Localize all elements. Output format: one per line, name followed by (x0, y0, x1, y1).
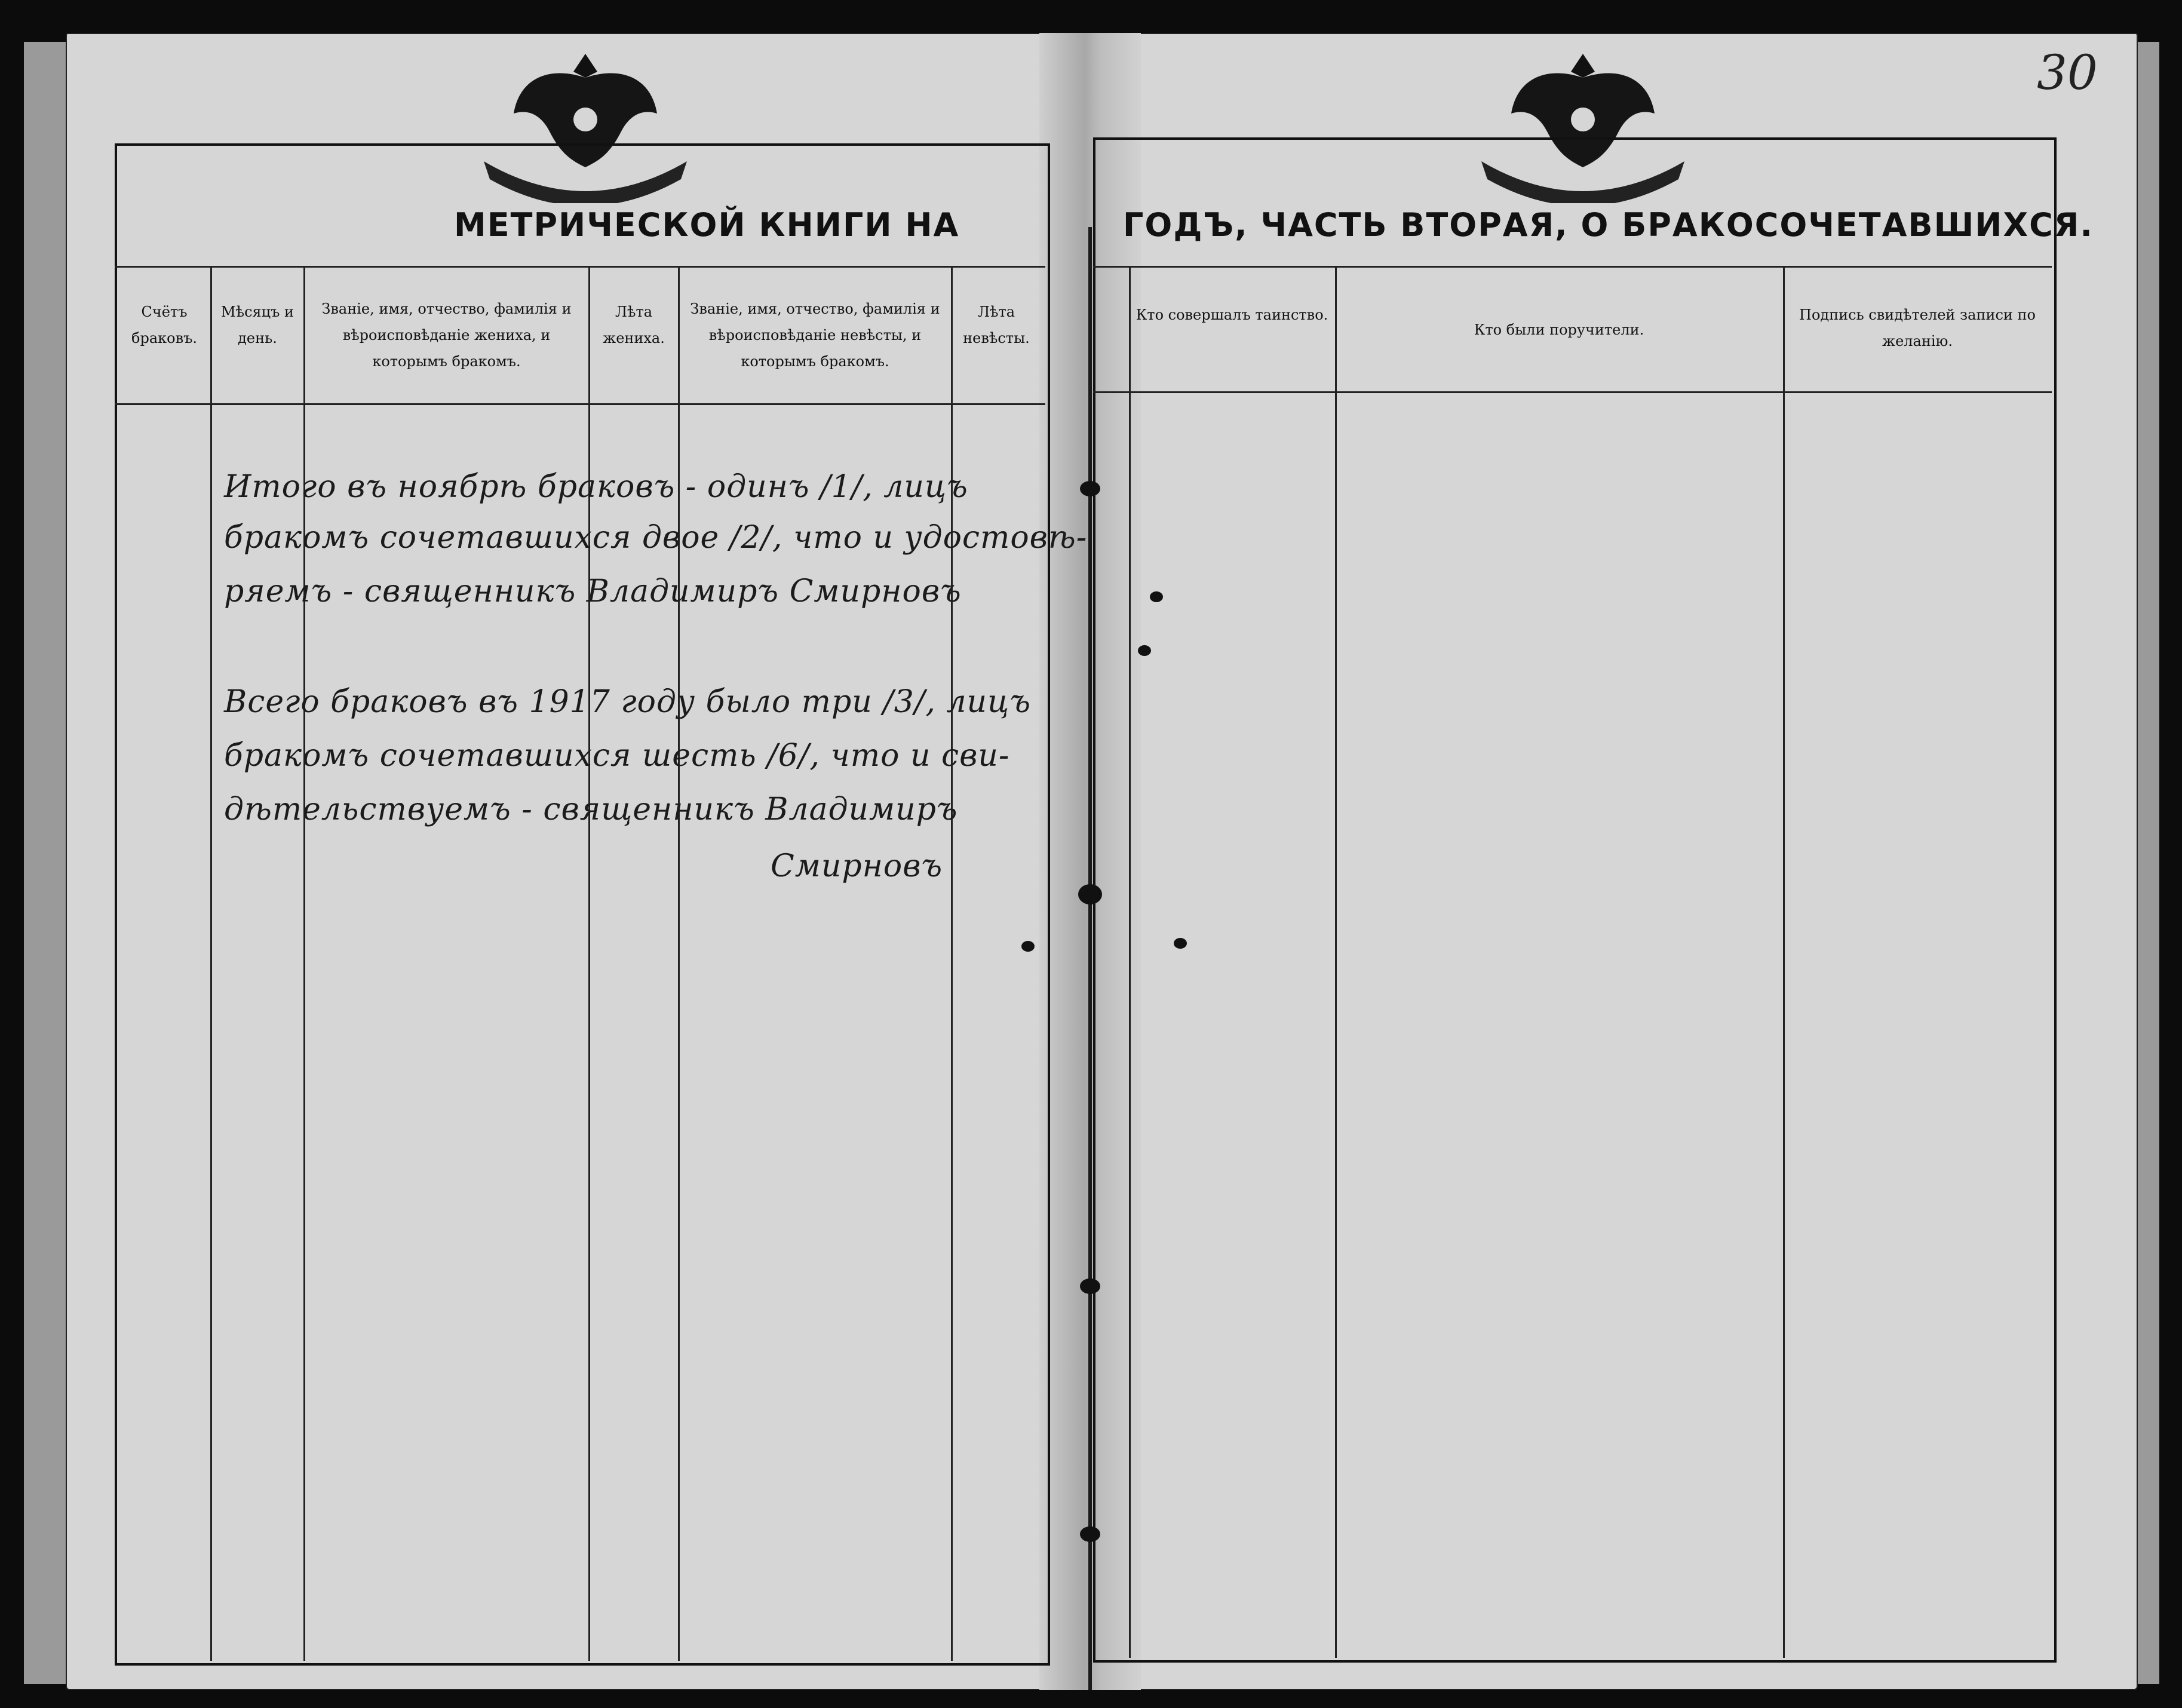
column-header-month-day: Мѣсяцъ и день. (221, 303, 294, 346)
column-header-officiant: Кто совершалъ таинство. (1136, 306, 1328, 323)
right-table-frame (1093, 137, 2057, 1663)
handwritten-line: бракомъ сочетавшихся шесть /6/, что и сви- (224, 738, 1010, 774)
column-header-guarantors: Кто были поручители. (1474, 321, 1644, 338)
header-rule (115, 403, 1045, 405)
header-rule (115, 266, 1045, 268)
column-header-groom-age: Лѣта жениха. (603, 303, 665, 346)
column-header-groom-info: Званіе, имя, отчество, фамилія и вѣроисповѣданіе жениха, и которымъ бракомъ. (321, 300, 572, 370)
column-divider (210, 266, 212, 1661)
handwritten-line: Итого въ ноябрѣ браковъ - одинъ /1/, лицъ (224, 469, 968, 505)
column-header-witness-signatures: Подпись свидѣтелей записи по желанію. (1799, 306, 2036, 349)
handwritten-signature: Смирновъ (771, 848, 943, 884)
page-number: 30 (2037, 45, 2098, 100)
left-page-stack (24, 42, 69, 1684)
handwritten-line: бракомъ сочетавшихся двое /2/, что и удостовѣ- (224, 520, 1088, 556)
column-header-bride-info: Званіе, имя, отчество, фамилія и вѣроисповѣданіе невѣсты, и которымъ бракомъ. (690, 300, 940, 370)
header-rule (1093, 266, 2052, 268)
column-header-marriage-count: Счётъ браковъ. (131, 303, 197, 346)
column-header-bride-age: Лѣта невѣсты. (963, 303, 1030, 346)
handwritten-line: Всего браковъ въ 1917 году было три /3/, лицъ (224, 684, 1031, 720)
column-divider (1129, 266, 1131, 1658)
binding-thread (1088, 227, 1092, 1690)
header-rule (1093, 391, 2052, 393)
right-page-title: ГОДЪ, ЧАСТЬ ВТОРАЯ, О БРАКОСОЧЕТАВШИХСЯ. (1123, 206, 2094, 244)
column-divider (1335, 266, 1337, 1658)
column-divider (1783, 266, 1785, 1658)
left-page-title: МЕТРИЧЕСКОЙ КНИГИ НА (454, 206, 960, 244)
handwritten-line: ряемъ - священникъ Владимиръ Смирновъ (224, 574, 962, 609)
handwritten-line: дѣтельствуемъ - священникъ Владимиръ (224, 792, 958, 827)
